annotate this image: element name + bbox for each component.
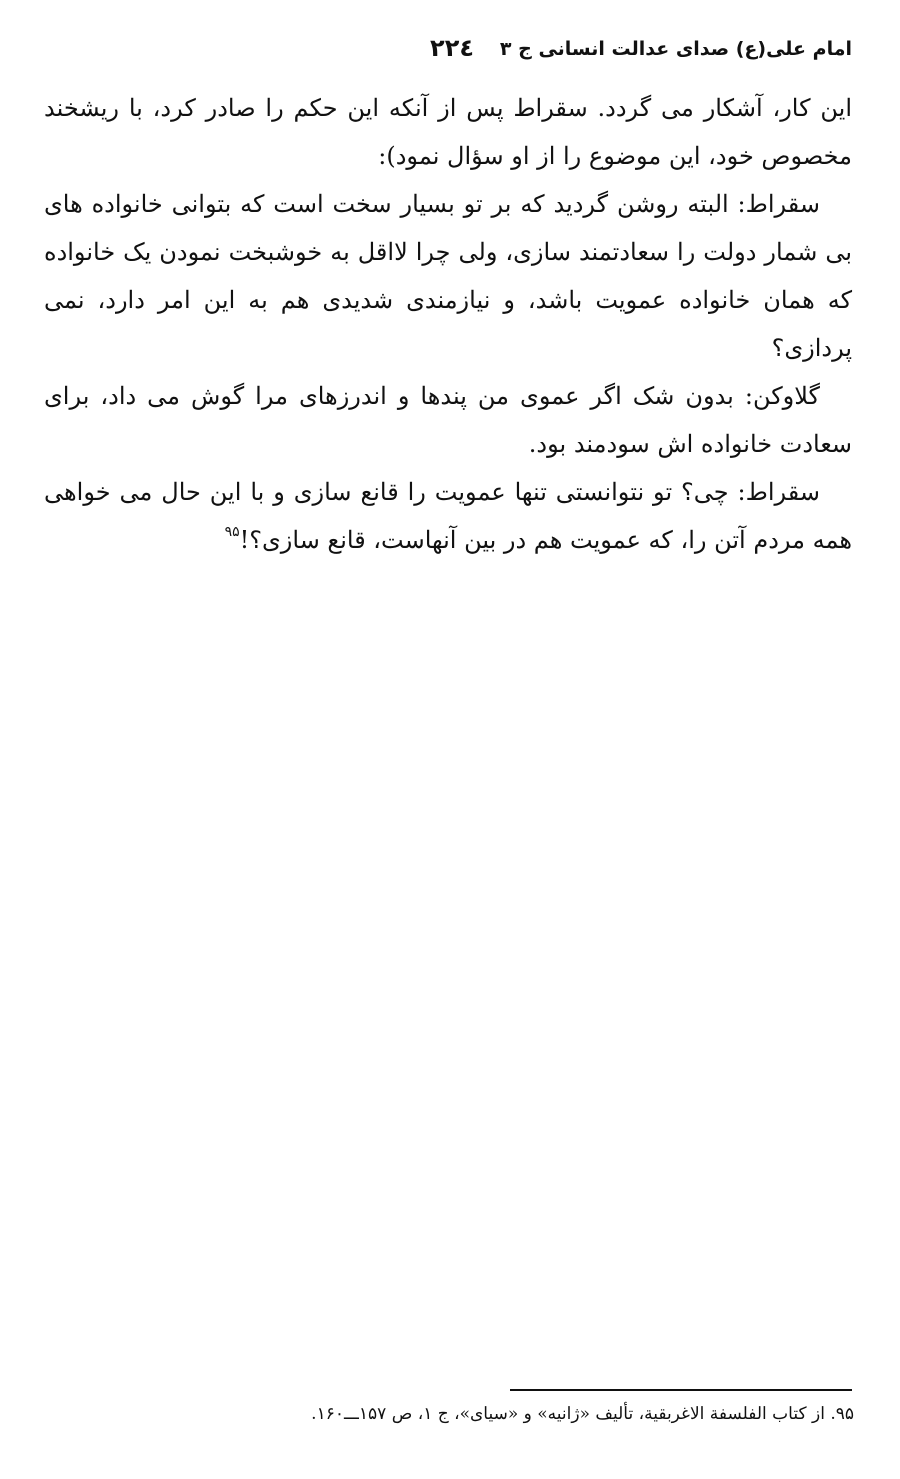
paragraph-socrates-2 [44, 468, 852, 564]
paragraph-socrates-1 [44, 180, 852, 372]
paragraph-glaucon [44, 372, 852, 468]
footnote-reference[interactable]: ۹۵ [224, 524, 240, 540]
paragraph-text: سقراط: چی؟ تو نتوانستی تنها عمویت را قانع سازی و با این حال می خواهی همه مردم آتن را، که عمویت هم در بین آنهاست، قانع سازی؟! [44, 478, 852, 554]
body-text [44, 84, 852, 564]
paragraph-text: سقراط: البته روشن گردید که بر تو بسیار سخت است که بتوانی خانواده های بی شمار دولت را سعادتمند سازی، ولی چرا لااقل به خوشبخت نمودن یک خانواده که همان خانواده عمویت باشد، و نیازمندی شدیدی هم به این امر دارد، نمی پردازی؟ [44, 190, 852, 362]
footnote [54, 1402, 854, 1426]
page-number: ۲۲٤ [430, 34, 474, 62]
paragraph-text: گلاوکن: بدون شک اگر عموی من پندها و اندرزهای مرا گوش می داد، برای سعادت خانواده اش سودمند بود. [44, 382, 852, 458]
paragraph-text: این کار، آشکار می گردد. سقراط پس از آنکه این حکم را صادر کرد، با ریشخند مخصوص خود، این موضوع را از او سؤال نمود): [44, 94, 852, 170]
paragraph-intro [44, 84, 852, 180]
running-title: امام علی(ع) صدای عدالت انسانی ج ۳ [499, 38, 852, 60]
page-header [40, 36, 852, 76]
footnote-divider [510, 1389, 852, 1391]
footnote-text: ۹۵. از کتاب الفلسفة الاغربقیة، تألیف «ژانیه» و «سیای»، ج ۱، ص ۱۵۷ـــ۱۶۰. [311, 1404, 854, 1424]
